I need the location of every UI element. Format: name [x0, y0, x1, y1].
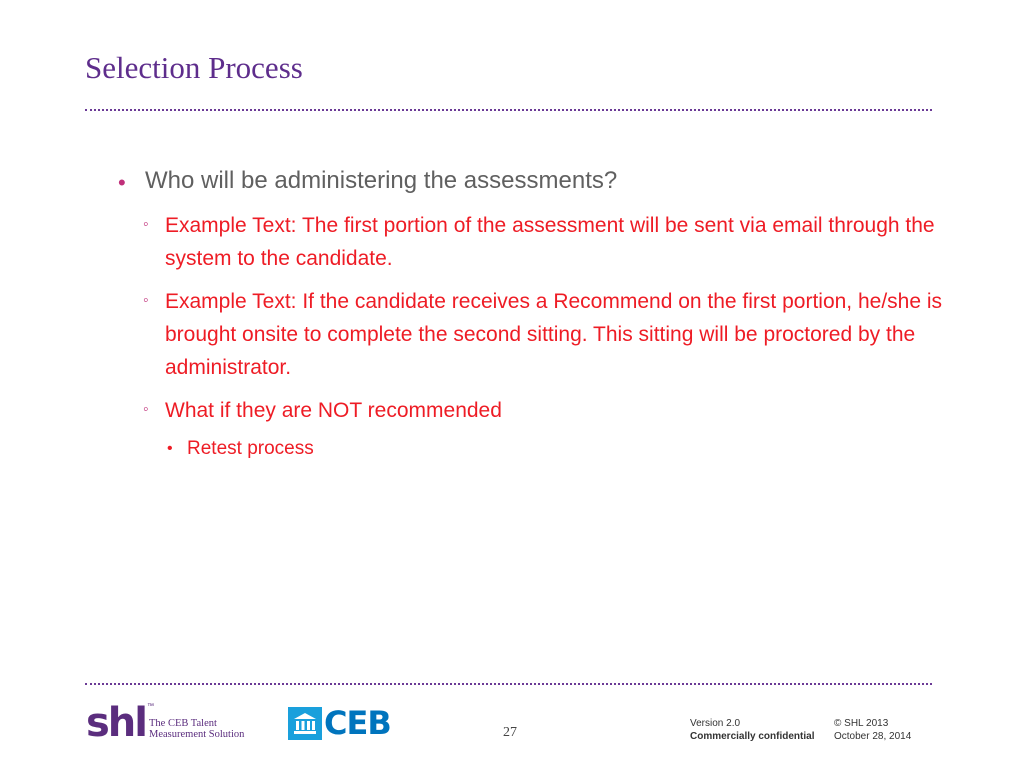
shl-logo-text: shl [86, 700, 146, 746]
footer-divider [85, 683, 932, 685]
shl-tagline [149, 718, 244, 740]
title-divider [85, 109, 932, 111]
shl-tagline-line-2: Measurement Solution [149, 729, 245, 740]
version-label: Version 2.0 [690, 718, 741, 729]
main-question: Who will be administering the assessments? [145, 167, 618, 194]
page-number: 27 [503, 725, 517, 740]
sub-item: Example Text: The first portion of the assessment will be sent via email through the system to the candidate. [165, 214, 935, 270]
sub-sub-item: Retest process [187, 438, 314, 459]
shl-tagline-line-1: The CEB Talent [149, 718, 217, 729]
sub-item: What if they are NOT recommended [165, 399, 502, 422]
confidential-label: Commercially confidential [690, 731, 815, 742]
slide-title: Selection Process [85, 50, 303, 85]
trademark-mark: ™ [147, 703, 154, 710]
date-label: October 28, 2014 [834, 731, 912, 742]
copyright-label: © SHL 2013 [834, 718, 889, 729]
ceb-building-icon [288, 707, 322, 740]
shl-logo [86, 700, 154, 746]
ceb-logo-text: CEB [324, 704, 391, 742]
circle-bullet-icon: ◦ [143, 216, 149, 233]
bullet-icon: • [167, 440, 173, 457]
circle-bullet-icon: ◦ [143, 292, 149, 309]
sub-item: Example Text: If the candidate receives a Recommend on the first portion, he/she is brought onsite to complete the second sitting. This sitting will be proctored by the administrator. [165, 290, 943, 379]
circle-bullet-icon: ◦ [143, 401, 149, 418]
bullet-icon: • [118, 170, 126, 195]
